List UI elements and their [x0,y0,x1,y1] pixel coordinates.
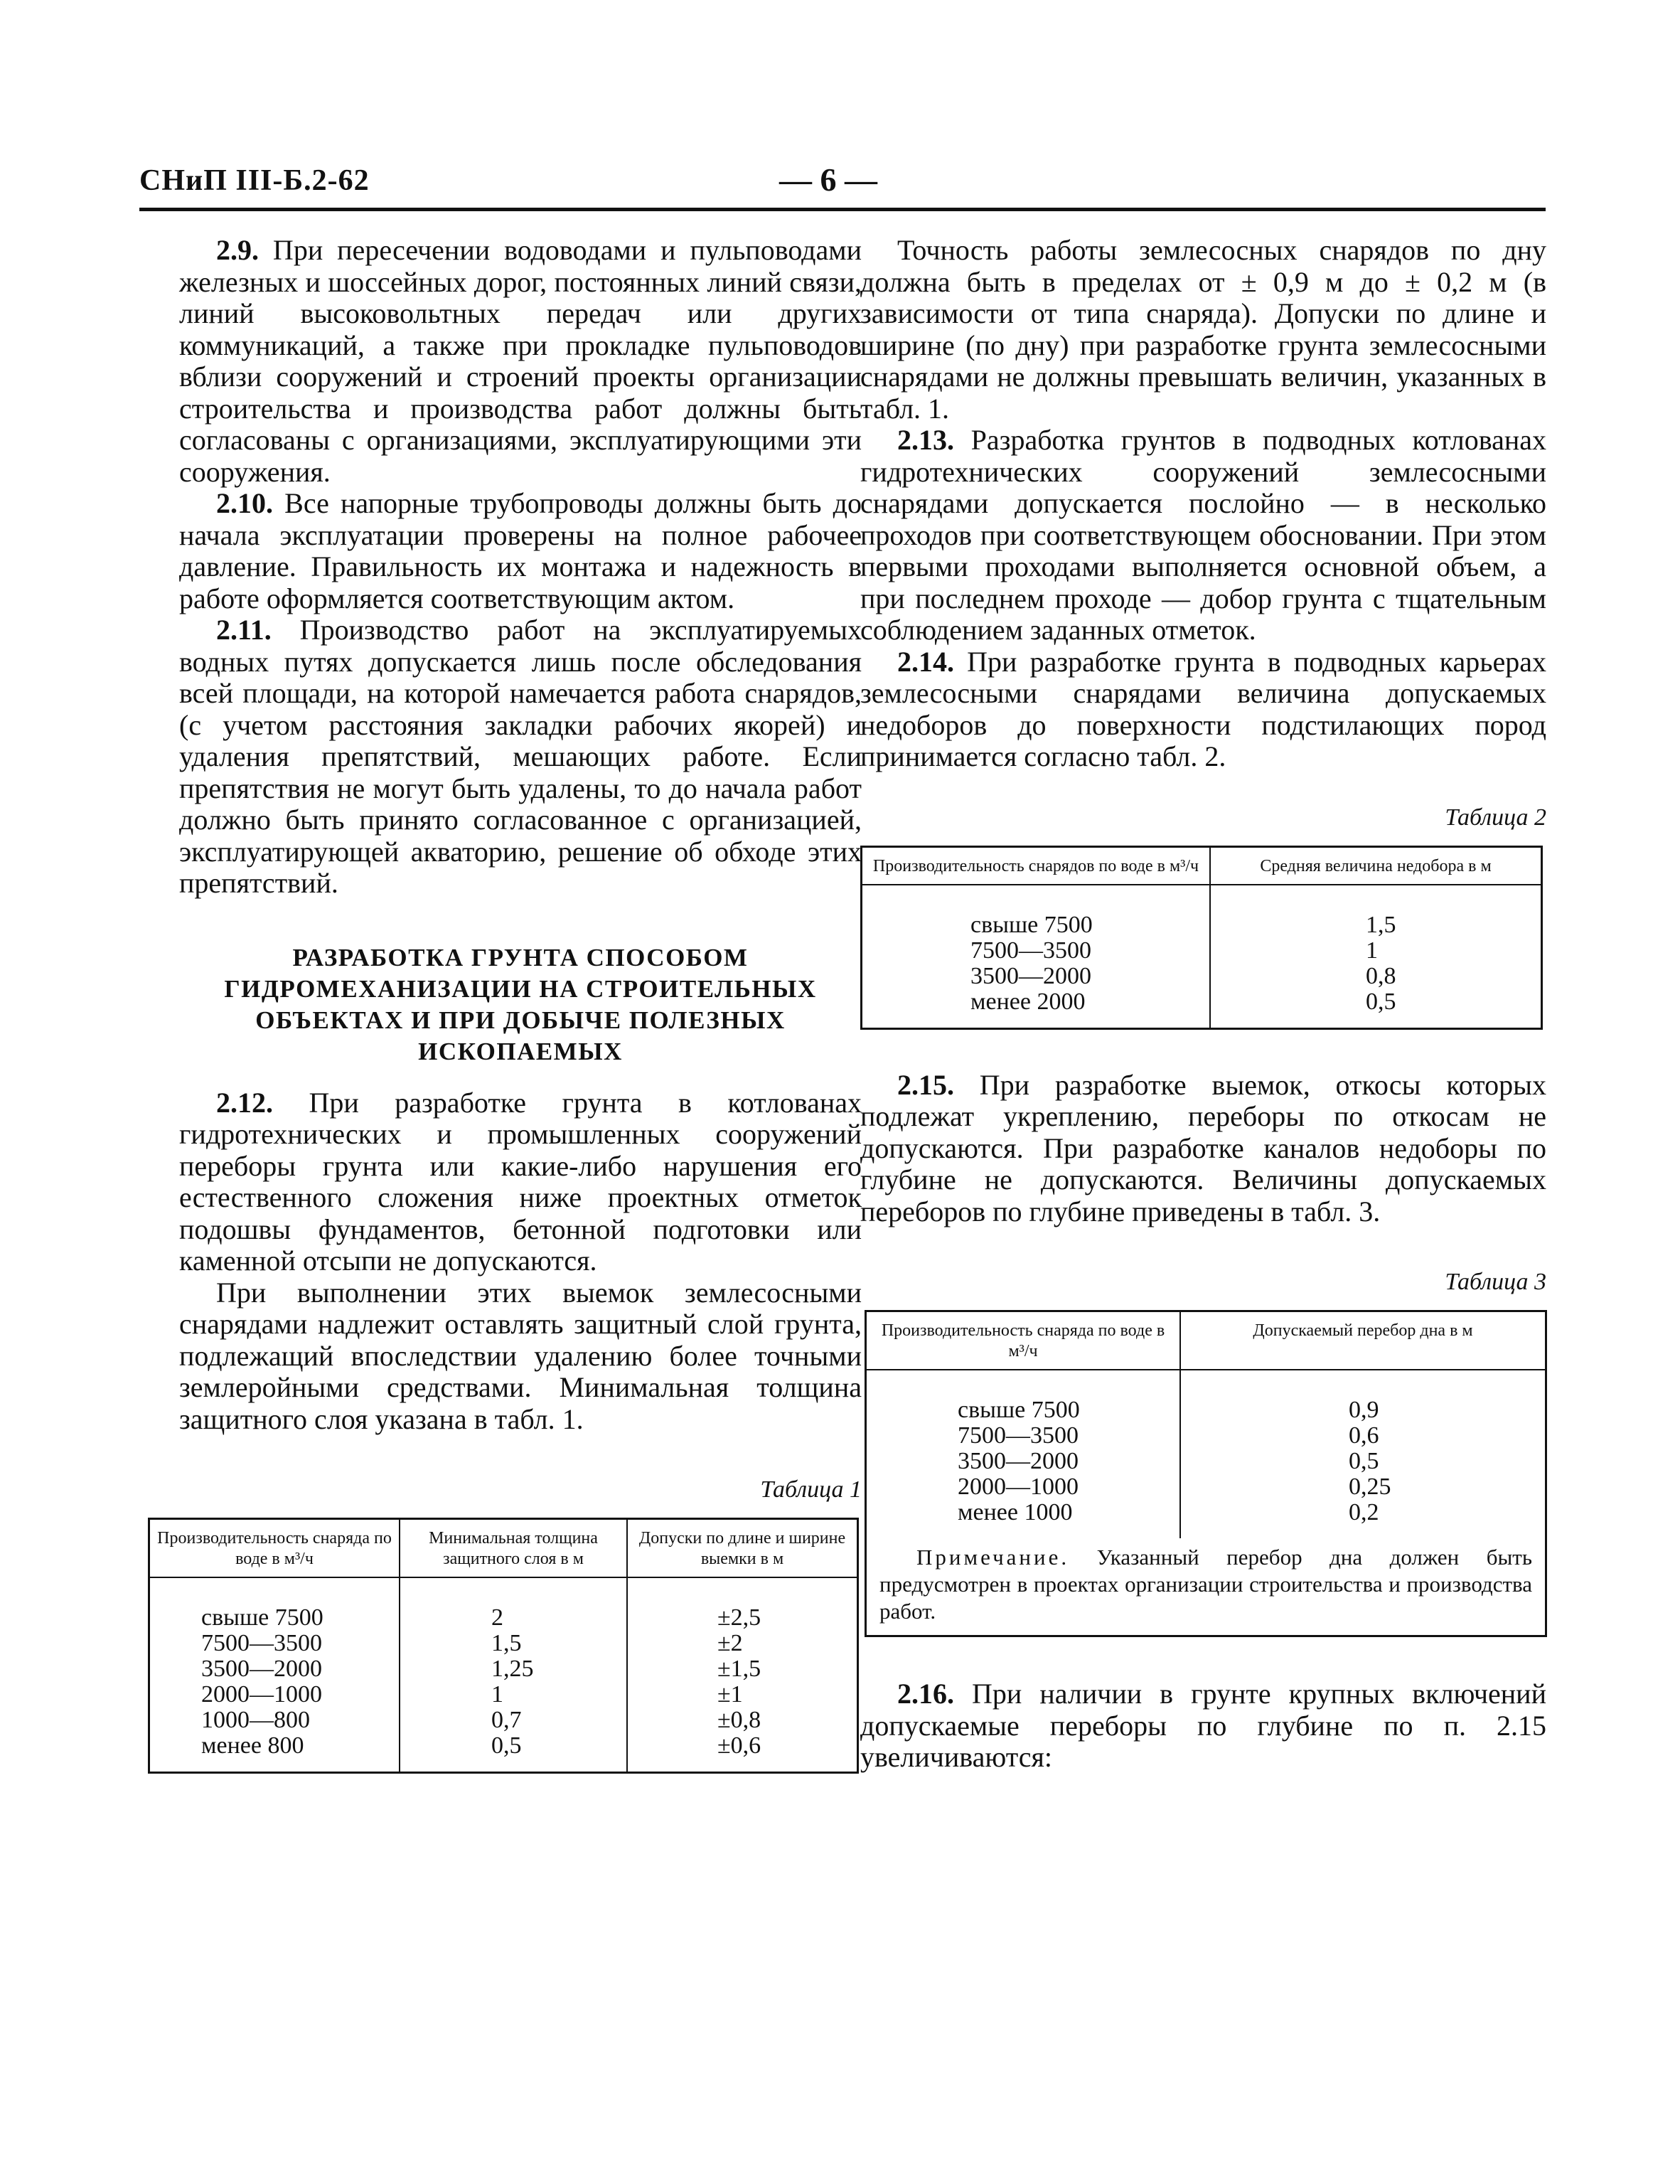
section-title: РАЗРАБОТКА ГРУНТА СПОСОБОМ ГИДРОМЕХАНИЗАЦИИ НА СТРОИТЕЛЬНЫХ ОБЪЕКТАХ И ПРИ ДОБЫЧЕ ПОЛЕЗНЫХ ИСКОПАЕМЫХ [224,943,817,1065]
table-cell: 7500—3500 [201,1630,322,1656]
table-header-cell: Минимальная толщина защитного слоя в м [399,1520,626,1577]
paragraph-2-15 [860,1070,1546,1228]
table-header-cell: Производительность снаряда по воде в м³/ч [881,1321,1165,1360]
table-cell: 0,5 [1349,1448,1379,1474]
table-cell: менее 800 [201,1732,304,1759]
table-cell: ±1 [717,1681,743,1708]
table-cell: 0,2 [1349,1499,1379,1525]
document-code: СНиП III-Б.2-62 [139,164,370,197]
clause-text: Производство работ на эксплуатируемых водных путях допускается лишь после обследования всей площади, на которой намечается работа снарядов, (с учетом расстояния закладки рабочих якорей) и удаления препятствий, мешающих работе. Если препятствия не могут быть удалены, то до начала работ должно быть принято согласованное с организацией, эксплуатирующей акваторию, решение об обходе этих препятствий. [179,614,862,899]
clause-number: 2.14. [897,645,954,678]
clause-text: При разработке грунта в подводных карьерах землесосными снарядами величина допускаемых недоборов до поверхности подстилающих пород принимается согласно табл. 2. [860,645,1546,772]
table-cell: ±0,8 [717,1707,761,1733]
table-cell: 0,5 [1366,988,1396,1015]
table-cell: ±2 [717,1630,743,1656]
table-cell: 1,5 [1366,911,1396,938]
clause-number: 2.12. [216,1086,273,1119]
table-column-overexcavation [1179,1370,1545,1538]
table-2 [860,846,1543,1030]
left-column [157,234,862,1774]
table-header-cell: Производительность снарядов по воде в м³/ч [872,856,1199,875]
table-note [867,1538,1545,1635]
header-rule [139,208,1546,211]
clause-number: 2.13. [897,424,954,456]
table-header [150,1520,857,1578]
table-body [862,885,1541,1028]
table-1-caption: Таблица 1 [760,1476,862,1503]
table-cell: 1,25 [491,1656,534,1682]
table-column-capacity [150,1578,399,1772]
table-2-caption: Таблица 2 [1445,804,1546,831]
table-cell: 0,6 [1349,1422,1379,1449]
table-header-cell: Средняя величина недобора в м [1209,848,1541,884]
table-cell: ±1,5 [717,1656,761,1682]
table-header [862,848,1541,885]
clause-text: При пересечении водоводами и пульповодами железных и шоссейных дорог, постоянных линий связи, линий высоковольтных передач или других коммуникаций, а также при прокладке пульповодов вблизи сооружений и строений проекты организации строительства и производства работ должны быть согласованы с организациями, эксплуатирующими эти сооружения. [179,234,862,488]
table-cell: 1 [491,1681,503,1708]
table-cell: свыше 7500 [958,1397,1080,1423]
clause-text: При разработке выемок, откосы которых подлежат укреплению, переборы по откосам не допускаются. При разработке каналов недоборы по глубине не допускаются. Величины допускаемых переборов по глубине приведены в табл. 3. [860,1068,1546,1227]
table-cell: 7500—3500 [970,937,1091,964]
note-text: Указанный перебор дна должен быть предусмотрен в проектах организации строительства и производства работ. [879,1545,1532,1624]
table-column-capacity [867,1370,1179,1538]
paragraph-2-12-continued: При выполнении этих выемок землесосными снарядами надлежит оставлять защитный слой грунта, подлежащий впоследствии удалению более точными землеройными средствами. Минимальная толщина защитного слоя указана в табл. 1. [179,1276,862,1435]
paragraph-2-14 [860,646,1546,773]
clause-number: 2.15. [897,1068,954,1101]
note-label: Примечание. [916,1545,1070,1570]
table-cell: 3500—2000 [201,1656,322,1682]
table-body [867,1370,1545,1538]
page-number: — 6 — [779,161,877,198]
table-1 [148,1518,859,1774]
table-cell: 2 [491,1604,503,1631]
table-cell: 1 [1366,937,1378,964]
table-cell: 2000—1000 [201,1681,322,1708]
table-cell: 2000—1000 [958,1474,1079,1500]
clause-number: 2.9. [216,234,259,266]
table-cell: 3500—2000 [970,962,1091,989]
table-cell: 0,5 [491,1732,522,1759]
table-cell: ±2,5 [717,1604,761,1631]
table-header-cell: Допуски по длине и ширине выемки в м [626,1520,857,1577]
table-column-tolerance [626,1578,857,1772]
paragraph-2-16 [860,1678,1546,1774]
table-header-cell: Производительность снаряда по воде в м³/ч [157,1529,392,1568]
table-header [867,1312,1545,1370]
paragraph-2-11 [179,614,862,900]
table-header-cell: Допускаемый перебор дна в м [1179,1312,1545,1369]
right-column [860,235,1546,1774]
table-cell: 1000—800 [201,1707,310,1733]
table-3-caption: Таблица 3 [1445,1269,1546,1295]
paragraph-2-10 [179,488,862,614]
paragraph-2-9 [179,235,862,488]
table-column-thickness [399,1578,626,1772]
table-cell: менее 2000 [970,988,1086,1015]
clause-number: 2.10. [216,487,273,519]
table-cell: 7500—3500 [958,1422,1079,1449]
clause-text: Все напорные трубопроводы должны быть до начала эксплуатации проверены на полное рабочее давление. Правильность их монтажа и надежность в работе оформляется соответствующим актом. [179,487,862,614]
clause-number: 2.16. [897,1678,954,1710]
table-cell: 0,25 [1349,1474,1391,1500]
table-cell: 3500—2000 [958,1448,1079,1474]
table-3 [865,1310,1547,1637]
clause-text: При наличии в грунте крупных включений допускаемые переборы по глубине по п. 2.15 увеличиваются: [860,1678,1546,1773]
table-cell: ±0,6 [717,1732,761,1759]
table-cell: менее 1000 [958,1499,1073,1525]
table-cell: 0,7 [491,1707,522,1733]
clause-text: При разработке грунта в котлованах гидротехнических и промышленных сооружений переборы грунта или какие-либо нарушения его естественного сложения ниже проектных отметок подошвы фундаментов, бетонной подготовки или каменной отсыпи не допускаются. [179,1086,862,1277]
paragraph-2-12 [179,1087,862,1277]
table-cell: свыше 7500 [201,1604,323,1631]
table-cell: 0,9 [1349,1397,1379,1423]
table-column-shortfall [1209,885,1541,1028]
table-body [150,1578,857,1772]
table-cell: 1,5 [491,1630,522,1656]
table-column-capacity [862,885,1209,1028]
table-cell: свыше 7500 [970,911,1093,938]
clause-number: 2.11. [216,614,272,646]
table-cell: 0,8 [1366,962,1396,989]
clause-text: Разработка грунтов в подводных котлованах гидротехнических сооружений землесосными снарядами допускается послойно — в несколько проходов при соответствующем обосновании. При этом первыми проходами выполняется основной объем, а при последнем проходе — добор грунта с тщательным соблюдением заданных отметок. [860,424,1546,646]
paragraph-accuracy: Точность работы землесосных снарядов по дну должна быть в пределах от ± 0,9 м до ± 0,2 м (в зависимости от типа снаряда). Допуски по длине и ширине (по дну) при разработке грунта землесосными снарядами не должны превышать величин, указанных в табл. 1. [860,234,1546,425]
paragraph-2-13 [860,425,1546,646]
